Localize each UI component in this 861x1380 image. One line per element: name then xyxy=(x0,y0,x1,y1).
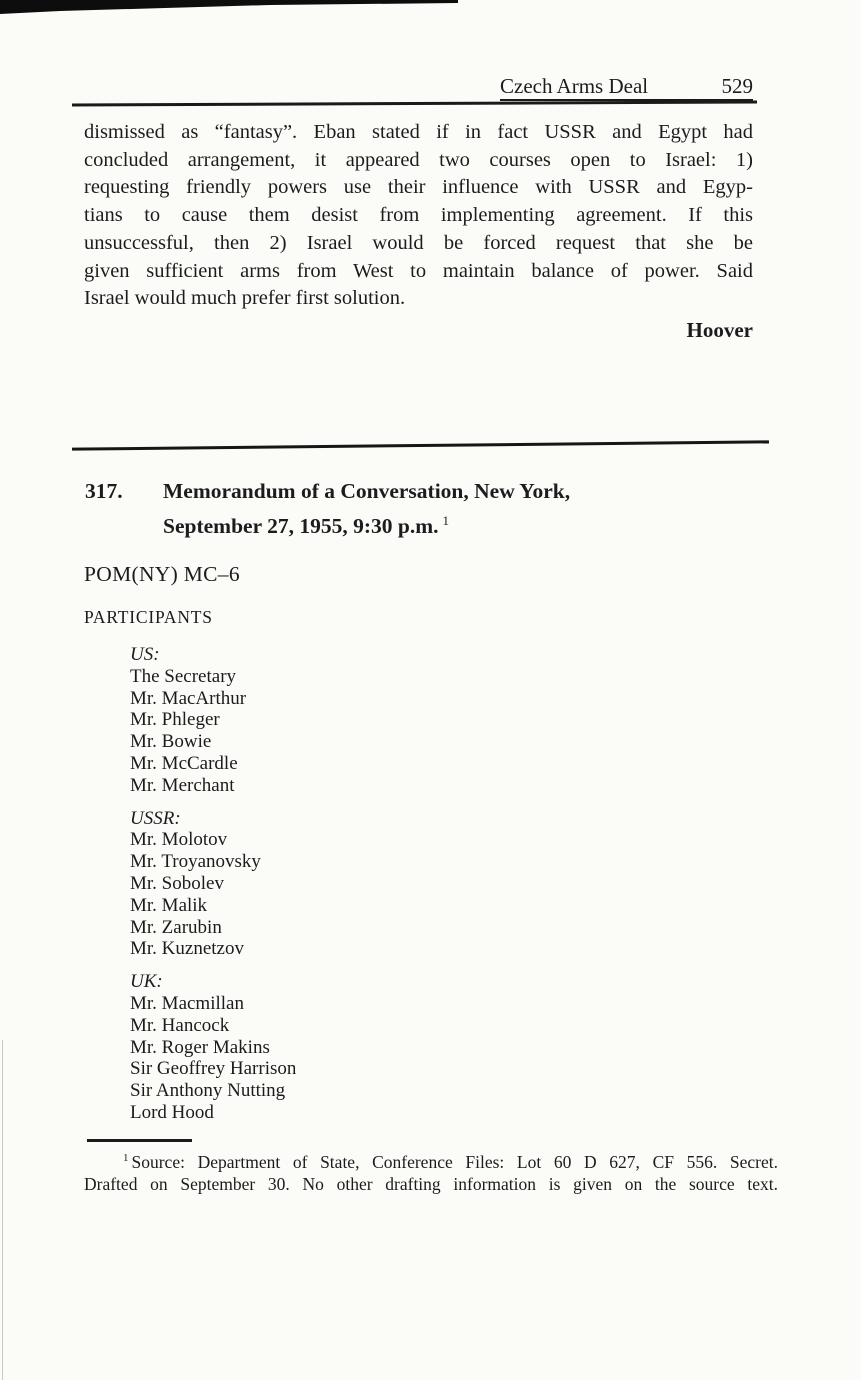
document-number: 317. xyxy=(85,479,123,503)
participant-name: Sir Anthony Nutting xyxy=(130,1080,286,1102)
participant-name: Mr. Hancock xyxy=(130,1014,230,1036)
participant-name: The Secretary xyxy=(130,665,237,687)
participant-name: Mr. Macmillan xyxy=(130,992,244,1014)
participant-name: Mr. Merchant xyxy=(130,774,235,796)
running-header-title: Czech Arms Deal xyxy=(500,74,649,98)
participant-name: Mr. Malik xyxy=(130,894,208,916)
signature-hoover: Hoover xyxy=(686,318,753,342)
paragraph-line: dismissed as “fantasy”. Eban stated if in fact USSR and Egypt had xyxy=(84,121,753,143)
participant-name: Lord Hood xyxy=(130,1101,214,1123)
participant-name: Mr. Phleger xyxy=(130,709,220,731)
paragraph-line: requesting friendly powers use their influence with USSR and Egyp- xyxy=(84,176,753,199)
scan-artifact-top-edge xyxy=(0,0,470,14)
participant-name: Mr. Troyanovsky xyxy=(130,851,261,873)
document-title-line2: September 27, 1955, 9:30 p.m. $^1$ xyxy=(163,513,450,539)
document-title-line1: Memorandum of a Conversation, New York, xyxy=(163,479,571,503)
paragraph-line: concluded arrangement, it appeared two courses open to Israel: 1) xyxy=(84,148,753,171)
document-collection-id: POM(NY) MC–6 xyxy=(84,562,240,586)
paragraph-line: unsuccessful, then 2) Israel would be forced request that she be xyxy=(84,231,753,254)
page-number: 529 xyxy=(721,74,753,98)
section-divider-rule xyxy=(72,440,769,450)
footnote-number: 1 xyxy=(123,1152,129,1164)
participant-name: Mr. MacArthur xyxy=(130,687,247,709)
footnote-reference-superscript: 1 xyxy=(442,513,450,528)
document-title xyxy=(163,476,570,541)
footnote xyxy=(84,1147,778,1196)
footnote-line: $^1$ Source: Department of State, Conference Files: Lot 60 D 627, CF 556. Secret. xyxy=(123,1151,778,1172)
participant-name: Mr. Molotov xyxy=(130,829,228,851)
participants-list xyxy=(130,644,530,1135)
footnote-separator-rule xyxy=(87,1139,192,1142)
group-label: USSR: xyxy=(130,807,181,829)
participant-name: Sir Geoffrey Harrison xyxy=(130,1058,297,1080)
header-rule xyxy=(72,101,757,107)
paragraph-line: tians to cause them desist from implementing agreement. If this xyxy=(84,204,753,227)
participant-name: Mr. Kuznetzov xyxy=(130,938,244,960)
running-header xyxy=(500,74,753,101)
body-paragraph xyxy=(84,119,753,313)
document-heading xyxy=(85,476,735,541)
participant-group-uk xyxy=(130,971,530,1124)
participants-heading: PARTICIPANTS xyxy=(84,607,213,627)
participant-name: Mr. Bowie xyxy=(130,731,212,753)
scan-artifact-left-edge xyxy=(2,1040,3,1380)
group-label: UK: xyxy=(130,971,163,993)
paragraph-line: given sufficient arms from West to maintain balance of power. Said xyxy=(84,259,753,282)
participant-name: Mr. Roger Makins xyxy=(130,1036,270,1058)
paragraph-line: Israel would much prefer first solution. xyxy=(84,287,406,310)
participant-name: Mr. Zarubin xyxy=(130,916,222,938)
participant-group-ussr xyxy=(130,808,530,961)
group-label: US: xyxy=(130,644,160,665)
participant-name: Mr. McCardle xyxy=(130,752,238,774)
participant-name: Mr. Sobolev xyxy=(130,872,224,894)
footnote-line: Drafted on September 30. No other drafting information is given on the source text. xyxy=(84,1174,778,1195)
participant-group-us xyxy=(130,644,530,797)
